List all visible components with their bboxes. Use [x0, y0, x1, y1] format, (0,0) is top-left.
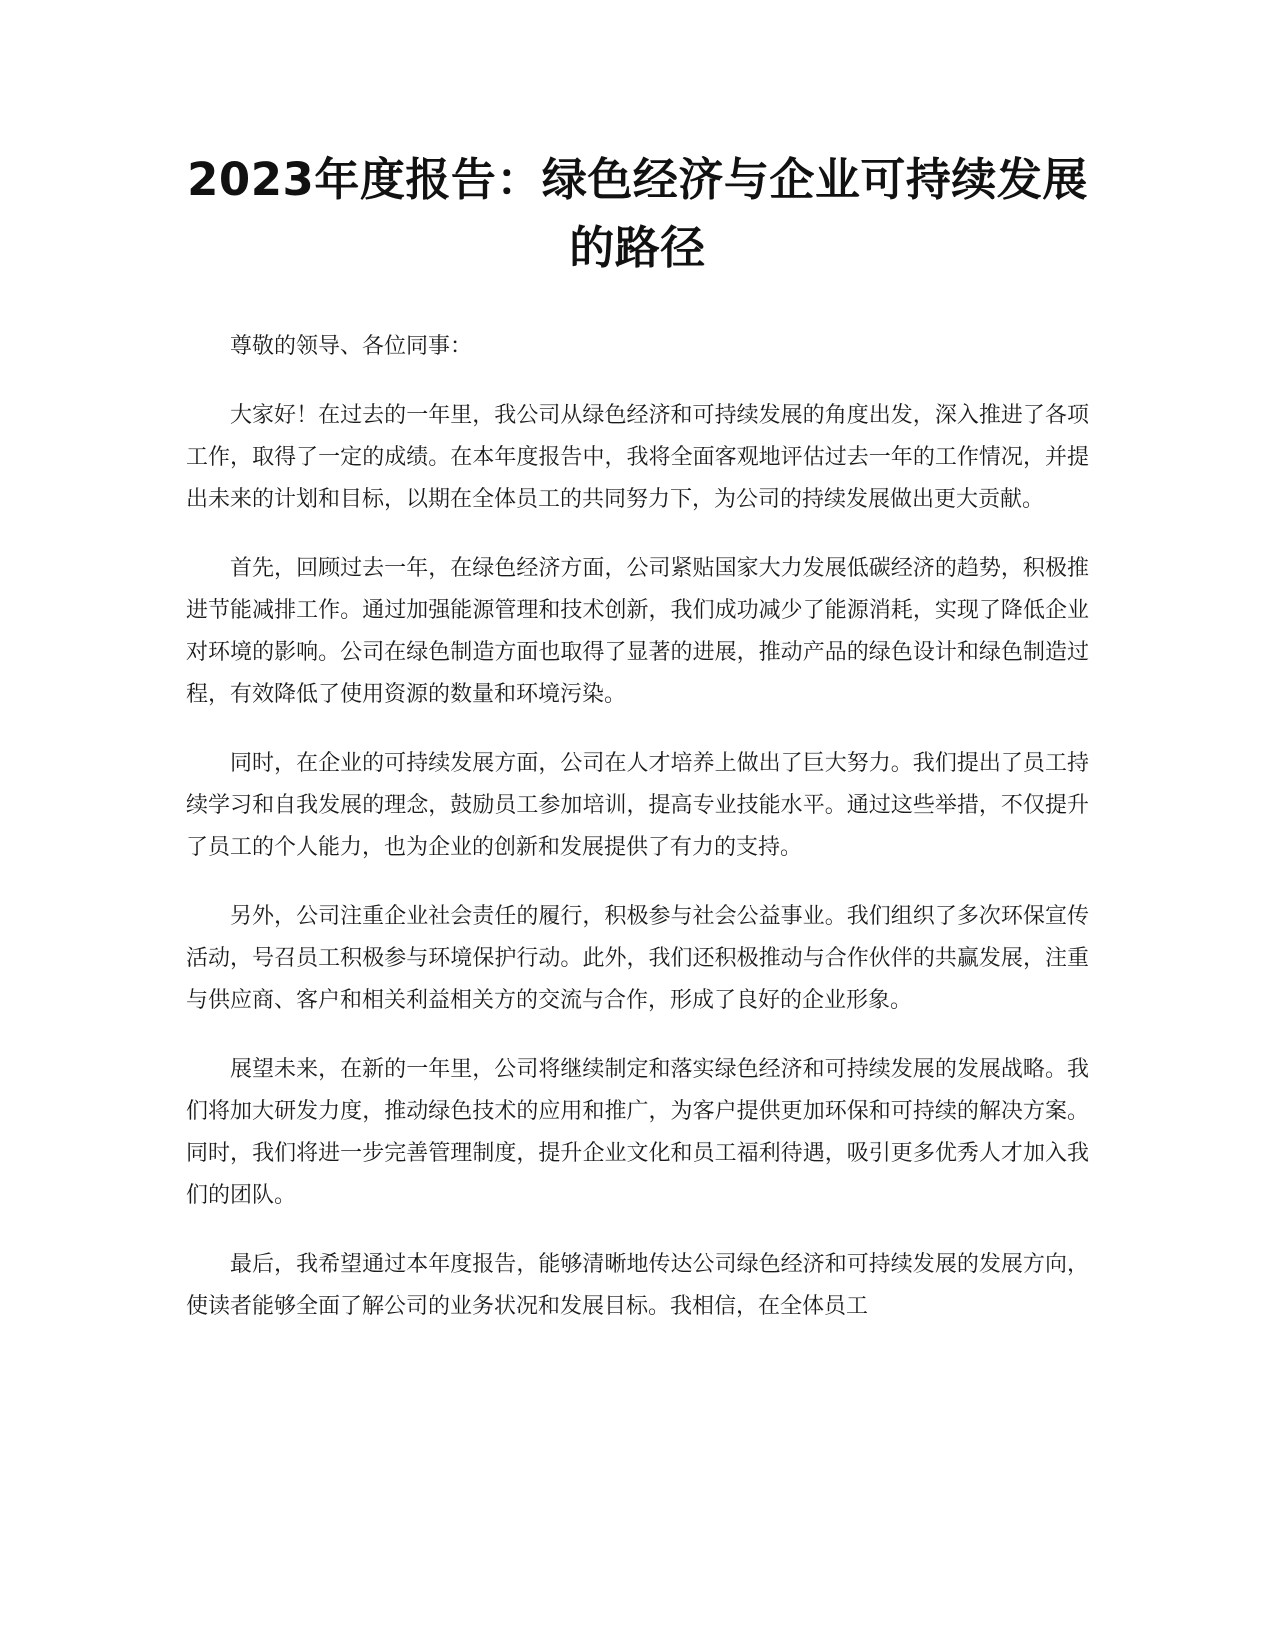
- talent-development-paragraph: 同时，在企业的可持续发展方面，公司在人才培养上做出了巨大努力。我们提出了员工持续学习和自我发展的理念，鼓励员工参加培训，提高专业技能水平。通过这些举措，不仅提升了员工的个人能力，也为企业的创新和发展提供了有力的支持。: [186, 751, 1089, 860]
- outlook-paragraph: 展望未来，在新的一年里，公司将继续制定和落实绿色经济和可持续发展的发展战略。我们将加大研发力度，推动绿色技术的应用和推广，为客户提供更加环保和可持续的解决方案。同时，我们将进一步完善管理制度，提升企业文化和员工福利待遇，吸引更多优秀人才加入我们的团队。: [186, 1057, 1089, 1208]
- social-responsibility-paragraph: 另外，公司注重企业社会责任的履行，积极参与社会公益事业。我们组织了多次环保宣传活动，号召员工积极参与环境保护行动。此外，我们还积极推动与合作伙伴的共赢发展，注重与供应商、客户和相关利益相关方的交流与合作，形成了良好的企业形象。: [186, 904, 1089, 1013]
- salutation-paragraph: 尊敬的领导、各位同事：: [230, 334, 473, 359]
- green-economy-paragraph: 首先，回顾过去一年，在绿色经济方面，公司紧贴国家大力发展低碳经济的趋势，积极推进节能减排工作。通过加强能源管理和技术创新，我们成功减少了能源消耗，实现了降低企业对环境的影响。公司在绿色制造方面也取得了显著的进展，推动产品的绿色设计和绿色制造过程，有效降低了使用资源的数量和环境污染。: [186, 556, 1089, 707]
- closing-paragraph: 最后，我希望通过本年度报告，能够清晰地传达公司绿色经济和可持续发展的发展方向，使读者能够全面了解公司的业务状况和发展目标。我相信，在全体员工: [186, 1252, 1089, 1319]
- document-title: 2023年度报告：绿色经济与企业可持续发展的路径: [187, 153, 1088, 274]
- greeting-paragraph: 大家好！在过去的一年里，我公司从绿色经济和可持续发展的角度出发，深入推进了各项工作，取得了一定的成绩。在本年度报告中，我将全面客观地评估过去一年的工作情况，并提出未来的计划和目标，以期在全体员工的共同努力下，为公司的持续发展做出更大贡献。: [186, 403, 1089, 512]
- document-body: [186, 326, 1089, 1355]
